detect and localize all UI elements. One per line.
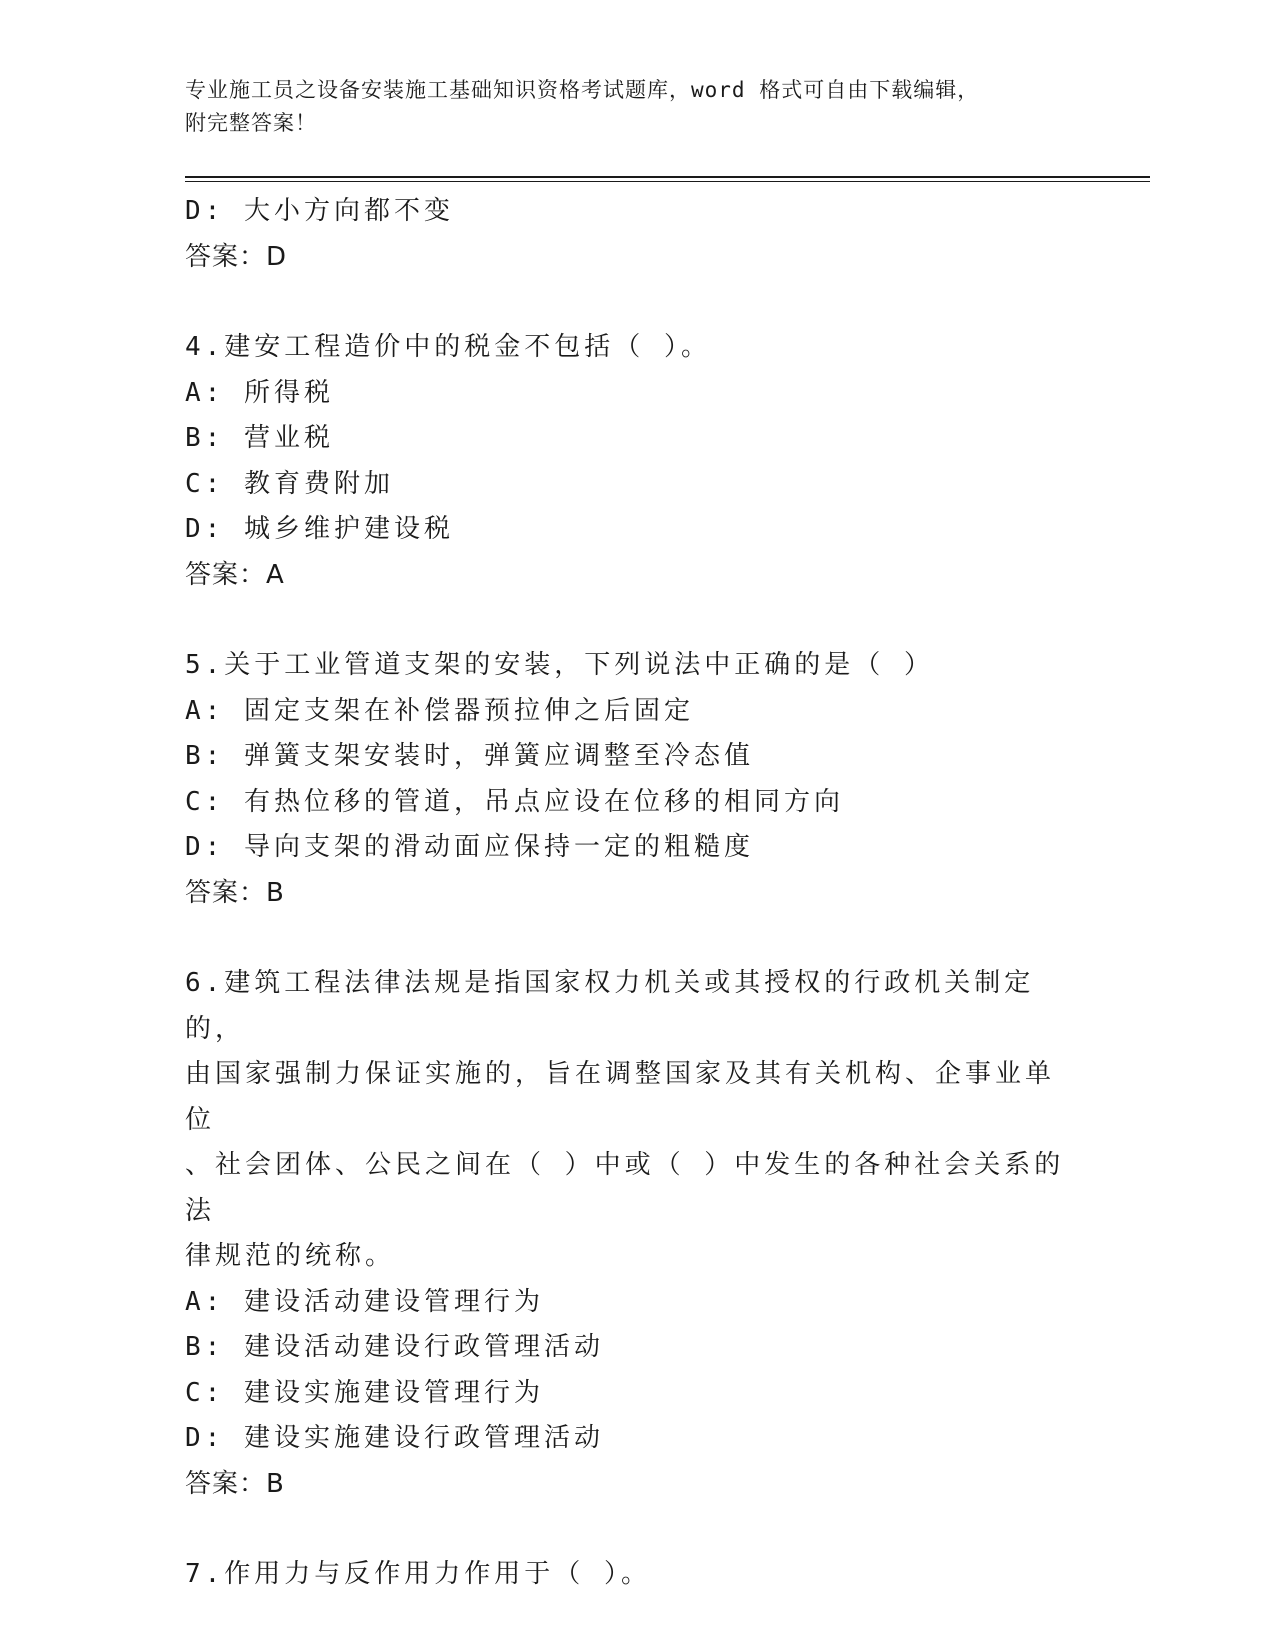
question-4 bbox=[185, 325, 1065, 598]
option-c: C: 有热位移的管道，吊点应设在位移的相同方向 bbox=[185, 786, 844, 817]
answer-label: 答案：A bbox=[185, 559, 285, 590]
option-a: A: 所得税 bbox=[185, 377, 334, 408]
question-7 bbox=[185, 1552, 1065, 1598]
option-d: D: 建设实施建设行政管理活动 bbox=[185, 1423, 604, 1453]
answer-label: 答案：D bbox=[185, 241, 288, 272]
question-stem: 5.关于工业管道支架的安装，下列说法中正确的是（ ） bbox=[185, 650, 934, 680]
option-b: B: 营业税 bbox=[185, 423, 334, 453]
header-divider-thin bbox=[185, 181, 1150, 182]
question-stem-line-3: 、社会团体、公民之间在（ ）中或（ ）中发生的各种社会关系的法 bbox=[185, 1150, 1065, 1226]
option-a: A: 固定支架在补偿器预拉伸之后固定 bbox=[185, 695, 694, 726]
option-d: D: 大小方向都不变 bbox=[185, 196, 454, 226]
question-stem: 4.建安工程造价中的税金不包括（ ）。 bbox=[185, 332, 711, 362]
question-stem: 7.作用力与反作用力作用于（ ）。 bbox=[185, 1559, 651, 1589]
question-stem-line-2: 由国家强制力保证实施的，旨在调整国家及其有关机构、企事业单位 bbox=[185, 1059, 1056, 1135]
question-3-fragment bbox=[185, 189, 1065, 280]
option-c: C: 建设实施建设管理行为 bbox=[185, 1377, 544, 1408]
answer-label: 答案：B bbox=[185, 1468, 285, 1499]
answer-label: 答案：B bbox=[185, 877, 285, 908]
question-list bbox=[185, 189, 1065, 1598]
question-stem-line-4: 律规范的统称。 bbox=[185, 1241, 396, 1271]
question-6 bbox=[185, 961, 1065, 1507]
page-header bbox=[185, 74, 1085, 140]
question-5 bbox=[185, 643, 1065, 916]
option-a: A: 建设活动建设管理行为 bbox=[185, 1286, 544, 1317]
option-c: C: 教育费附加 bbox=[185, 468, 394, 499]
option-b: B: 弹簧支架安装时，弹簧应调整至冷态值 bbox=[185, 741, 754, 771]
header-title-line-2: 附完整答案！ bbox=[185, 111, 317, 135]
header-divider-thick bbox=[185, 176, 1150, 178]
header-title-line-1: 专业施工员之设备安装施工基础知识资格考试题库，word 格式可自由下载编辑， bbox=[185, 78, 980, 102]
option-b: B: 建设活动建设行政管理活动 bbox=[185, 1332, 604, 1362]
question-stem-line-1: 6.建筑工程法律法规是指国家权力机关或其授权的行政机关制定的， bbox=[185, 968, 1035, 1044]
option-d: D: 城乡维护建设税 bbox=[185, 514, 454, 544]
option-d: D: 导向支架的滑动面应保持一定的粗糙度 bbox=[185, 832, 754, 862]
